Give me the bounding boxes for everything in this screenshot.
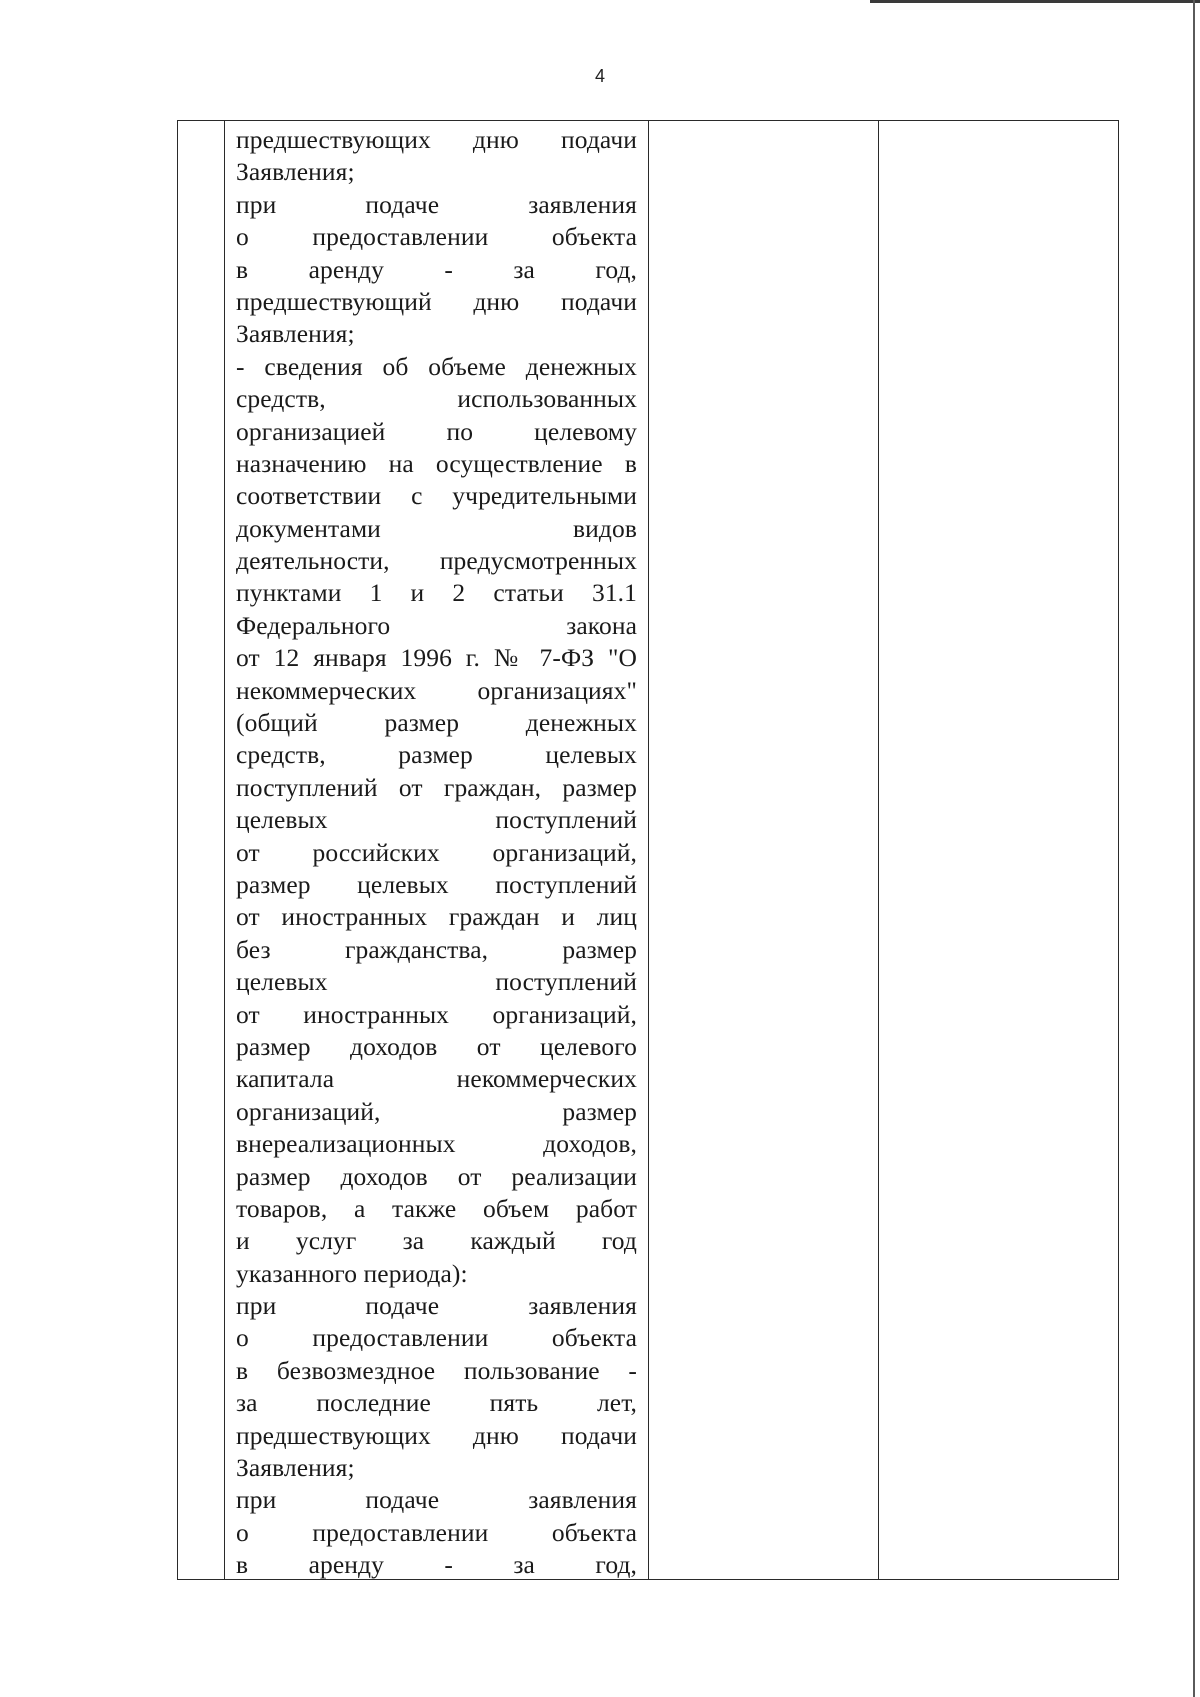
text-line: некоммерческих организациях" [236, 675, 637, 705]
document-table [177, 120, 1119, 1580]
text-line: предшествующих дню подачи [236, 1420, 637, 1450]
scan-edge-top [870, 0, 1200, 3]
text-line: внереализационных доходов, [236, 1129, 637, 1159]
text-line: размер доходов от реализации [236, 1161, 637, 1191]
text-line: предшествующих дню подачи [236, 125, 637, 154]
text-line: за последние пять лет, [236, 1388, 637, 1418]
text-line: (общий размер денежных [236, 708, 637, 738]
scan-edge-right [1193, 0, 1195, 1697]
text-line: средств, размер целевых [236, 740, 637, 770]
text-line: размер целевых поступлений [236, 869, 637, 899]
table-cell-requirements-text [236, 124, 637, 1582]
text-line: целевых поступлений [236, 805, 637, 835]
text-line: от российских организаций, [236, 837, 637, 867]
text-line: назначению на осуществление в [236, 448, 637, 478]
text-line: Заявления; [236, 1453, 355, 1483]
text-line: размер доходов от целевого [236, 1031, 637, 1061]
text-line: и услуг за каждый год [236, 1226, 637, 1256]
page-number: 4 [594, 66, 605, 86]
text-line: о предоставлении объекта [236, 222, 637, 252]
table-column-divider [878, 121, 879, 1579]
text-line: при подаче заявления [236, 189, 637, 219]
text-line: организаций, размер [236, 1096, 637, 1126]
text-line: организацией по целевому [236, 416, 637, 446]
text-line: товаров, а также объем работ [236, 1193, 637, 1223]
text-line: о предоставлении объекта [236, 1517, 637, 1547]
text-line: капитала некоммерческих [236, 1064, 637, 1094]
text-line: в безвозмездное пользование - [236, 1355, 637, 1385]
text-line: средств, использованных [236, 384, 637, 414]
text-line: Заявления; [236, 157, 355, 187]
text-line: от иностранных граждан и лиц [236, 902, 637, 932]
text-line: целевых поступлений [236, 967, 637, 997]
text-line: при подаче заявления [236, 1291, 637, 1321]
text-line: пунктами 1 и 2 статьи 31.1 [236, 578, 637, 608]
text-line: указанного периода): [236, 1258, 468, 1288]
text-line: от 12 января 1996 г. № 7-ФЗ "О [236, 643, 637, 673]
text-line: при подаче заявления [236, 1485, 637, 1515]
text-line: поступлений от граждан, размер [236, 772, 637, 802]
text-line: - сведения об объеме денежных [236, 351, 637, 381]
text-line: в аренду - за год, [236, 254, 637, 284]
text-line: деятельности, предусмотренных [236, 546, 637, 576]
text-line: Заявления; [236, 319, 355, 349]
table-column-divider [648, 121, 649, 1579]
text-line: в аренду - за год, [236, 1550, 637, 1580]
text-line: от иностранных организаций, [236, 999, 637, 1029]
text-line: о предоставлении объекта [236, 1323, 637, 1353]
text-line: Федерального закона [236, 610, 637, 640]
text-line: документами видов [236, 513, 637, 543]
text-line: без гражданства, размер [236, 934, 637, 964]
text-line: предшествующий дню подачи [236, 286, 637, 316]
table-column-divider [224, 121, 225, 1579]
text-line: соответствии с учредительными [236, 481, 637, 511]
